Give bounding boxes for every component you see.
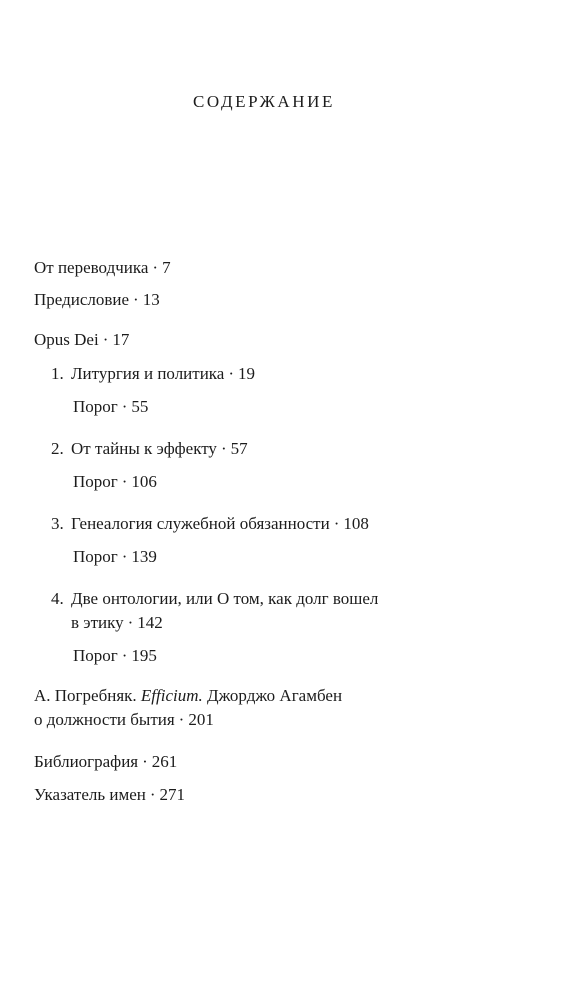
toc-separator: · [121,397,128,416]
toc-entry-title: Джорджо Агамбен [207,686,343,705]
toc-separator: · [178,710,185,729]
toc-threshold-4 [73,644,157,668]
toc-entry-title: Библиография [34,752,139,771]
toc-entry-title: Генеалогия служебной обязанности [71,514,330,533]
toc-entry-title: о должности бытия [34,710,175,729]
toc-page-number: 7 [162,258,171,277]
toc-threshold-3 [73,545,157,569]
toc-separator: · [102,330,109,349]
toc-entry-title: Две онтологии, или О том, как долг вошел [71,589,379,608]
toc-threshold-1 [73,395,148,419]
toc-entry-title: От тайны к эффекту [71,439,217,458]
toc-separator: · [133,290,139,309]
page-title: СОДЕРЖАНИЕ [192,92,336,111]
toc-page-number: 195 [131,646,157,665]
toc-entry-title: в этику [71,613,124,632]
toc-page-number: 271 [159,785,186,804]
toc-entry-title: Порог [73,646,118,665]
toc-entry-opus-dei [34,328,129,352]
toc-page-number: 19 [238,364,256,383]
toc-chapter-1 [51,362,255,386]
chapter-number: 4. [51,589,64,608]
toc-separator: · [127,613,134,632]
toc-chapter-4-continuation [71,611,163,635]
toc-entry-essay [34,684,342,708]
toc-entry-title: Указатель имен [34,785,146,804]
toc-page-number: 13 [142,290,160,309]
toc-page-number: 261 [151,752,178,771]
toc-page-number: 139 [131,547,157,566]
chapter-number: 1. [51,364,64,383]
toc-page-number: 57 [230,439,248,458]
toc-entry-title: Порог [73,472,118,491]
toc-entry-title: Литургия и политика [71,364,225,383]
toc-entry-title: Порог [73,547,118,566]
toc-entry-essay-continuation [34,708,214,732]
essay-work-title: Efficium. [140,686,203,705]
toc-page-number: 142 [137,613,163,632]
chapter-number: 3. [51,514,64,533]
toc-separator: · [121,547,128,566]
toc-entry-title: Предисловие [34,290,130,309]
toc-separator: · [149,785,156,804]
essay-author: А. Погребняк. [34,686,137,705]
toc-separator: · [121,646,128,665]
toc-page-number: 55 [131,397,149,416]
toc-separator: · [142,752,148,771]
toc-separator: · [121,472,128,491]
toc-chapter-2 [51,437,248,461]
toc-page-number: 108 [343,514,369,533]
toc-entry-index [34,783,185,807]
toc-entry-translator [34,256,171,280]
toc-chapter-4 [51,587,378,611]
toc-chapter-3 [51,512,369,536]
chapter-number: 2. [51,439,64,458]
toc-entry-preface [34,288,160,312]
toc-separator: · [220,439,227,458]
toc-separator: · [152,258,159,277]
toc-separator: · [228,364,235,383]
toc-entry-title: Opus Dei [34,330,99,349]
toc-page-number: 106 [131,472,157,491]
toc-entry-title: Порог [73,397,118,416]
toc-entry-bibliography [34,750,177,774]
toc-page-number: 17 [112,330,130,349]
toc-threshold-2 [73,470,157,494]
toc-page-number: 201 [188,710,214,729]
toc-separator: · [333,514,340,533]
toc-entry-title: От переводчика [34,258,149,277]
